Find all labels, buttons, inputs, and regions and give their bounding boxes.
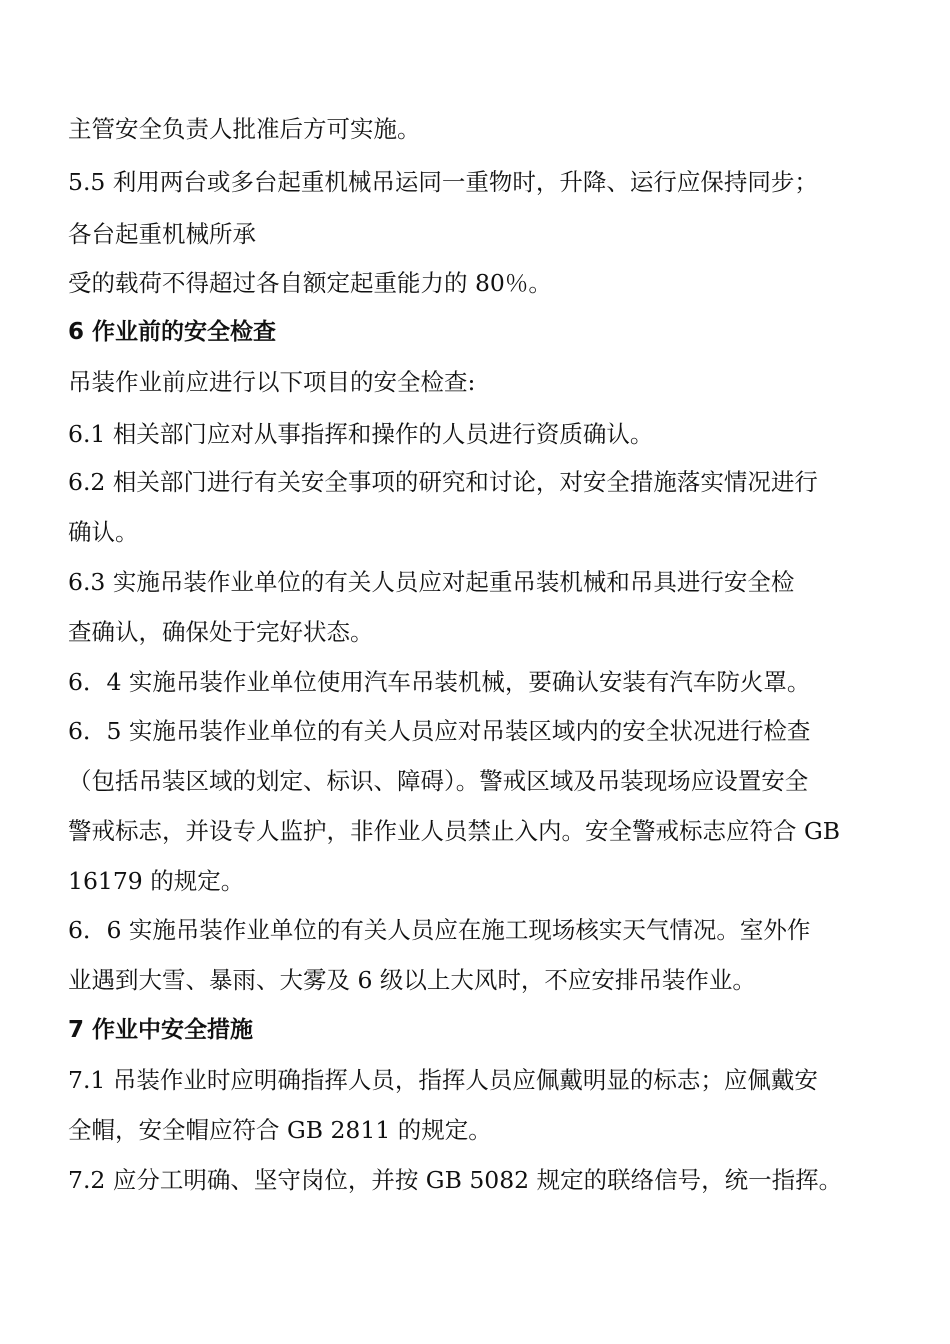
text-line: 受的载荷不得超过各自额定起重能力的 80％。 [68,269,552,297]
text-line: 6．6 实施吊装作业单位的有关人员应在施工现场核实天气情况。室外作 [68,916,811,944]
text-line: 吊装作业前应进行以下项目的安全检查: [68,368,476,396]
text-line: 16179 的规定。 [68,867,245,895]
text-line: 7.1 吊装作业时应明确指挥人员，指挥人员应佩戴明显的标志；应佩戴安 [68,1066,818,1094]
text-line: （包括吊装区域的划定、标识、障碍）。警戒区域及吊装现场应设置安全 [68,767,809,795]
text-line: 全帽，安全帽应符合 GB 2811 的规定。 [68,1116,492,1144]
text-line: 警戒标志，并设专人监护，非作业人员禁止入内。安全警戒标志应符合 GB [68,817,841,845]
text-line: 6．4 实施吊装作业单位使用汽车吊装机械，要确认安装有汽车防火罩。 [68,668,811,696]
text-line: 6.1 相关部门应对从事指挥和操作的人员进行资质确认。 [68,420,654,448]
text-line: 确认。 [68,518,139,546]
text-line: 主管安全负责人批准后方可实施。 [68,115,421,143]
text-line: 业遇到大雪、暴雨、大雾及 6 级以上大风时，不应安排吊装作业。 [68,966,756,994]
text-line: 6.3 实施吊装作业单位的有关人员应对起重吊装机械和吊具进行安全检 [68,568,795,596]
text-line: 7.2 应分工明确、坚守岗位，并按 GB 5082 规定的联络信号，统一指挥。 [68,1166,843,1194]
text-line: 各台起重机械所承 [68,220,256,248]
section-heading: 7 作业中安全措施 [68,1017,254,1043]
text-line: 6.2 相关部门进行有关安全事项的研究和讨论，对安全措施落实情况进行 [68,468,818,496]
text-line: 查确认，确保处于完好状态。 [68,618,374,646]
text-line: 6．5 实施吊装作业单位的有关人员应对吊装区域内的安全状况进行检查 [68,717,811,745]
section-heading: 6 作业前的安全检查 [68,319,277,345]
text-line: 5.5 利用两台或多台起重机械吊运同一重物时，升降、运行应保持同步； [68,168,818,196]
